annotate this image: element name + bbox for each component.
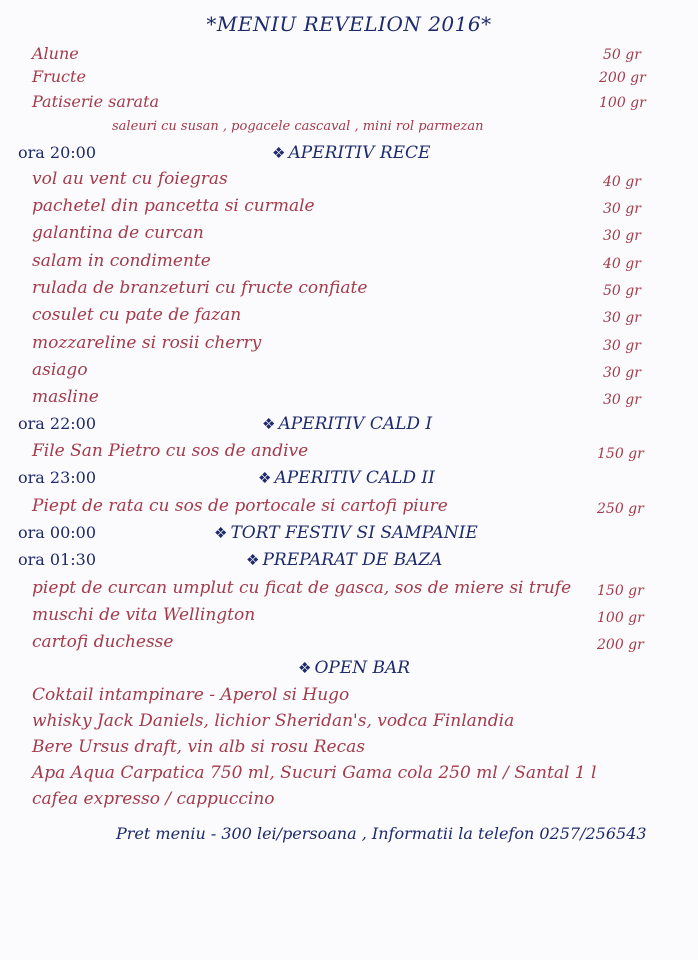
- diamond-icon: ❖: [262, 415, 276, 433]
- section-title-text: APERITIV CALD II: [274, 468, 435, 488]
- menu-item-name: galantina de curcan: [32, 223, 204, 243]
- section-title-text: APERITIV RECE: [288, 143, 431, 163]
- section-time: ora 00:00: [18, 523, 97, 542]
- section-title-text: TORT FESTIV SI SAMPANIE: [230, 523, 478, 543]
- menu-item-name: cartofi duchesse: [32, 632, 174, 652]
- section-title-aperitiv-cald-2: [258, 468, 435, 488]
- menu-item-name: Patiserie sarata: [32, 92, 160, 111]
- menu-item-qty: 40 gr: [603, 256, 641, 272]
- diamond-icon: ❖: [272, 144, 286, 162]
- menu-item-qty: 200 gr: [599, 70, 646, 86]
- price-info-footer: Pret meniu - 300 lei/persoana , Informatii la telefon 0257/256543: [116, 824, 647, 843]
- menu-item-qty: 50 gr: [603, 47, 641, 63]
- menu-item-qty: 200 gr: [597, 637, 644, 653]
- menu-item-name: rulada de branzeturi cu fructe confiate: [32, 278, 368, 298]
- menu-item-name: cosulet cu pate de fazan: [32, 305, 242, 325]
- section-title-open-bar: [298, 658, 410, 678]
- section-title-text: PREPARAT DE BAZA: [262, 550, 443, 570]
- menu-item-name: mozzareline si rosii cherry: [32, 333, 262, 353]
- menu-item-name: piept de curcan umplut cu ficat de gasca, sos de miere si trufe: [32, 578, 572, 598]
- open-bar-item: Apa Aqua Carpatica 750 ml, Sucuri Gama cola 250 ml / Santal 1 l: [32, 763, 597, 783]
- section-time: ora 20:00: [18, 143, 97, 162]
- menu-item-qty: 100 gr: [599, 95, 646, 111]
- menu-item-qty: 100 gr: [597, 610, 644, 626]
- menu-item-qty: 30 gr: [603, 310, 641, 326]
- menu-item-name: File San Pietro cu sos de andive: [32, 441, 309, 461]
- section-title-preparat-de-baza: [246, 550, 442, 570]
- open-bar-item: cafea expresso / cappuccino: [32, 789, 275, 809]
- open-bar-item: Coktail intampinare - Aperol si Hugo: [32, 685, 350, 705]
- menu-item-qty: 30 gr: [603, 365, 641, 381]
- section-title-aperitiv-rece: [272, 143, 430, 163]
- menu-item-qty: 150 gr: [597, 583, 644, 599]
- section-title-aperitiv-cald-1: [262, 414, 432, 434]
- section-time: ora 01:30: [18, 550, 97, 569]
- menu-item-qty: 30 gr: [603, 201, 641, 217]
- menu-item-name: vol au vent cu foiegras: [32, 169, 228, 189]
- menu-item-qty: 50 gr: [603, 283, 641, 299]
- menu-item-qty: 30 gr: [603, 392, 641, 408]
- section-title-text: APERITIV CALD I: [278, 414, 433, 434]
- menu-item-name: Fructe: [32, 67, 86, 86]
- menu-item-name: salam in condimente: [32, 251, 211, 271]
- menu-item-qty: 40 gr: [603, 174, 641, 190]
- menu-item-qty: 250 gr: [597, 501, 644, 517]
- menu-item-name: asiago: [32, 360, 88, 380]
- section-title-text: OPEN BAR: [314, 658, 411, 678]
- intro-note: saleuri cu susan , pogacele cascaval , mini rol parmezan: [112, 119, 484, 134]
- menu-item-qty: 30 gr: [603, 338, 641, 354]
- section-title-tort-festiv: [214, 523, 478, 543]
- menu-item-name: Piept de rata cu sos de portocale si cartofi piure: [32, 496, 448, 516]
- menu-item-qty: 30 gr: [603, 228, 641, 244]
- menu-item-name: Alune: [32, 44, 79, 63]
- diamond-icon: ❖: [246, 551, 260, 569]
- menu-item-name: muschi de vita Wellington: [32, 605, 256, 625]
- menu-title: *MENIU REVELION 2016*: [206, 12, 492, 36]
- menu-item-name: masline: [32, 387, 99, 407]
- menu-item-qty: 150 gr: [597, 446, 644, 462]
- diamond-icon: ❖: [214, 524, 228, 542]
- section-time: ora 22:00: [18, 414, 97, 433]
- open-bar-item: Bere Ursus draft, vin alb si rosu Recas: [32, 737, 365, 757]
- menu-item-name: pachetel din pancetta si curmale: [32, 196, 315, 216]
- diamond-icon: ❖: [298, 659, 312, 677]
- section-time: ora 23:00: [18, 468, 97, 487]
- open-bar-item: whisky Jack Daniels, lichior Sheridan's, vodca Finlandia: [32, 711, 515, 731]
- diamond-icon: ❖: [258, 469, 272, 487]
